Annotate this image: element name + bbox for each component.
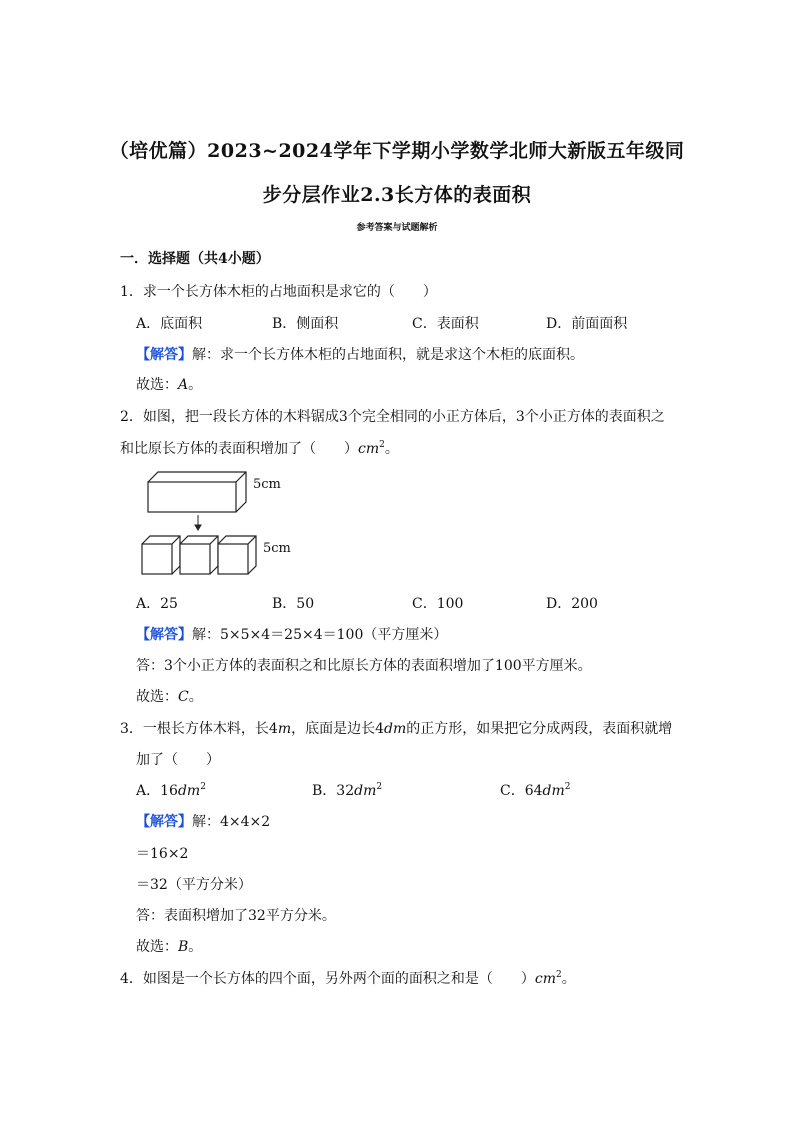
q3-stem-part-a: 3．一根长方体木料，长4 — [120, 721, 278, 737]
q3-answer — [136, 811, 270, 831]
cube-2 — [180, 536, 218, 574]
q2-figure-label-bottom: 5cm — [263, 541, 291, 556]
unit-dm: dm — [542, 783, 565, 799]
choice-prefix: 故选： — [136, 377, 178, 393]
q2-stem-line-1: 2．如图，把一段长方体的木料锯成3个完全相同的小正方体后，3个小正方体的表面积之 — [120, 409, 665, 425]
answer-tag: 【解答】 — [136, 814, 192, 830]
title-line-2: 步分层作业2.3长方体的表面积 — [262, 184, 532, 206]
unit-cm: cm — [358, 441, 380, 457]
unit-exponent: 2 — [200, 782, 206, 792]
choice-letter: B — [178, 939, 189, 955]
q3-choice — [136, 936, 202, 956]
q2-figure — [136, 468, 336, 580]
q3-stem-line-1 — [120, 718, 672, 738]
q2-stem-text: 和比原长方体的表面积增加了（ ） — [120, 441, 358, 457]
choice-letter: C — [178, 689, 189, 705]
choice-prefix: 故选： — [136, 689, 178, 705]
q2-option-b: B．50 — [272, 596, 315, 612]
answer-tag: 【解答】 — [136, 347, 192, 363]
option-text: C．64 — [500, 783, 543, 799]
q4-stem — [120, 968, 576, 988]
q3-stem-part-b: ，底面是边长4 — [291, 721, 385, 737]
unit-exponent: 2 — [556, 970, 562, 980]
unit-cm: cm — [534, 971, 557, 987]
section-heading: 一．选择题（共4小题） — [120, 251, 270, 267]
unit-dm: dm — [354, 783, 377, 799]
q2-reply: 答：3个小正方体的表面积之和比原长方体的表面积增加了100平方厘米。 — [136, 658, 592, 674]
choice-letter: A — [178, 377, 189, 393]
q2-stem-end: 。 — [384, 441, 399, 457]
q3-stem-line-2: 加了（ ） — [136, 752, 220, 768]
unit-exponent: 2 — [379, 440, 385, 450]
down-arrow-icon — [195, 515, 201, 530]
q2-option-a: A．25 — [136, 596, 178, 612]
title-line-1: （培优篇）2023~2024学年下学期小学数学北师大新版五年级同 — [109, 140, 685, 162]
q1-option-b: B．侧面积 — [272, 316, 339, 332]
q2-choice — [136, 686, 203, 706]
q2-figure-label-top: 5cm — [253, 477, 281, 492]
answer-tag: 【解答】 — [136, 627, 192, 643]
choice-prefix: 故选： — [136, 939, 178, 955]
q2-stem-line-2 — [120, 438, 399, 458]
q3-stem-part-c: 的正方形，如果把它分成两段，表面积就增 — [406, 721, 673, 737]
q1-choice — [136, 374, 202, 394]
q3-step-1: ＝16×2 — [136, 846, 189, 862]
unit-dm: dm — [384, 721, 407, 737]
subtitle: 参考答案与试题解析 — [356, 223, 438, 233]
q3-step-2: ＝32（平方分米） — [136, 877, 252, 893]
q1-option-a: A．底面积 — [136, 316, 203, 332]
q4-stem-text: 4．如图是一个长方体的四个面，另外两个面的面积之和是（ ） — [120, 971, 535, 987]
unit-exponent: 2 — [376, 782, 383, 792]
option-text: A．16 — [136, 783, 178, 799]
q1-answer-text: 解：求一个长方体木柜的占地面积，就是求这个木柜的底面积。 — [192, 347, 584, 363]
unit-exponent: 2 — [564, 782, 571, 792]
q3-option-c — [500, 780, 571, 800]
q1-answer — [136, 344, 584, 364]
q2-answer-text: 解：5×5×4＝25×4＝100（平方厘米） — [192, 627, 448, 643]
choice-suffix: 。 — [188, 689, 203, 705]
q2-option-d: D．200 — [546, 596, 598, 612]
q4-stem-end: 。 — [561, 971, 576, 987]
q3-reply: 答：表面积增加了32平方分米。 — [136, 908, 336, 924]
cuboid-front — [148, 482, 236, 512]
q2-answer — [136, 624, 447, 644]
q1-option-d: D．前面面积 — [546, 316, 628, 332]
cube-1 — [142, 536, 180, 574]
q3-option-a — [136, 780, 206, 800]
choice-suffix: 。 — [188, 377, 203, 393]
cube-3 — [218, 536, 256, 574]
cuboid-body — [148, 472, 246, 512]
q2-option-c: C．100 — [412, 596, 464, 612]
unit-m: m — [277, 721, 292, 737]
choice-suffix: 。 — [188, 939, 203, 955]
q1-option-c: C．表面积 — [412, 316, 479, 332]
unit-dm: dm — [177, 783, 201, 799]
q3-option-b — [312, 780, 382, 800]
q3-answer-text: 解：4×4×2 — [192, 814, 271, 830]
q1-stem: 1．求一个长方体木柜的占地面积是求它的（ ） — [120, 284, 437, 300]
option-text: B．32 — [312, 783, 355, 799]
